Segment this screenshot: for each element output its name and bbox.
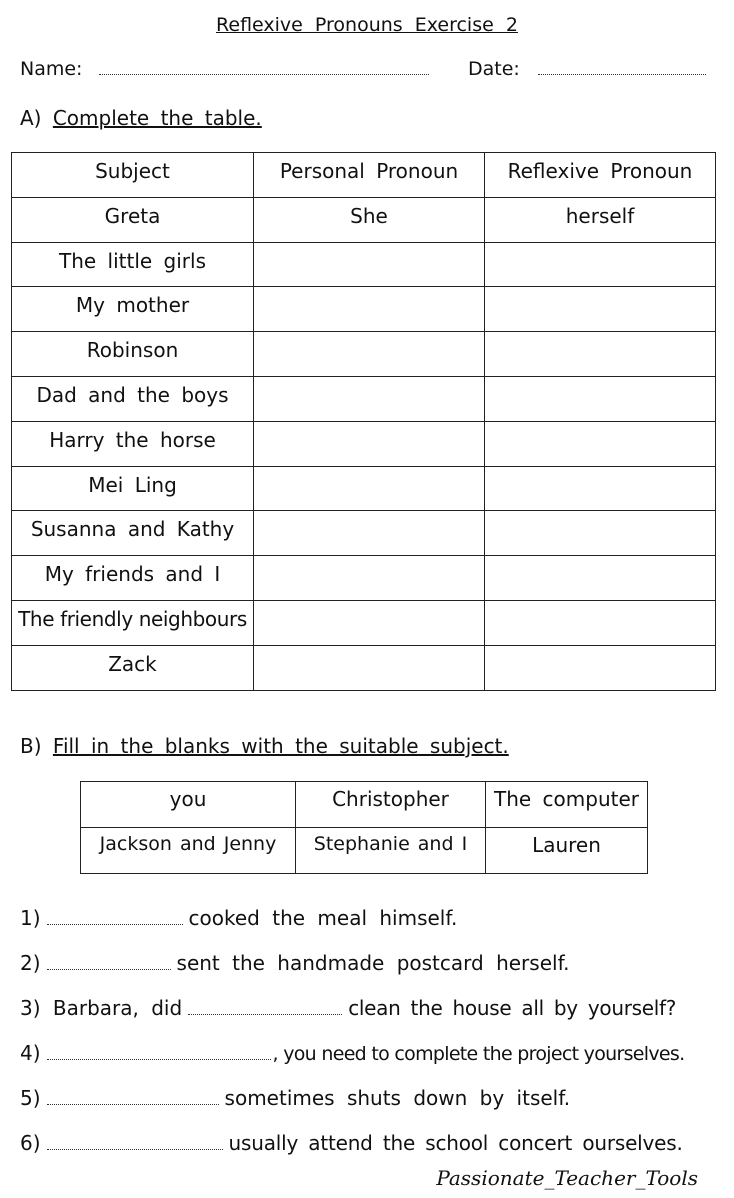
table-row	[12, 376, 716, 421]
date-label: Date:	[468, 58, 520, 80]
question-4	[20, 1041, 684, 1065]
reflexive-pronoun-cell[interactable]	[485, 421, 716, 466]
answer-blank[interactable]	[47, 1135, 223, 1150]
reflexive-pronoun-cell[interactable]	[485, 556, 716, 601]
personal-pronoun-cell[interactable]	[254, 556, 485, 601]
word-bank-cell: The computer	[486, 782, 648, 828]
answer-blank[interactable]	[47, 955, 171, 970]
word-bank-table	[80, 781, 648, 874]
header-personal-pronoun: Personal Pronoun	[254, 153, 485, 198]
subject-cell: The little girls	[12, 242, 254, 287]
example-personal: She	[254, 197, 485, 242]
table-row	[12, 600, 716, 645]
subject-cell: Robinson	[12, 332, 254, 377]
question-3	[20, 996, 676, 1020]
question-text: sent the handmade postcard herself.	[176, 951, 570, 975]
answer-blank[interactable]	[47, 1090, 219, 1105]
word-bank-row	[81, 782, 648, 828]
subject-cell: Zack	[12, 645, 254, 690]
reflexive-pronoun-cell[interactable]	[485, 600, 716, 645]
table-row	[12, 421, 716, 466]
personal-pronoun-cell[interactable]	[254, 600, 485, 645]
header-reflexive-pronoun: Reflexive Pronoun	[485, 153, 716, 198]
table-row	[12, 645, 716, 690]
example-reflexive: herself	[485, 197, 716, 242]
word-bank-cell: you	[81, 782, 296, 828]
word-bank-cell: Stephanie and I	[296, 828, 486, 874]
question-text: clean the house all by yourself?	[348, 996, 677, 1020]
subject-cell: Harry the horse	[12, 421, 254, 466]
personal-pronoun-cell[interactable]	[254, 466, 485, 511]
word-bank-cell: Lauren	[486, 828, 648, 874]
subject-cell: The friendly neighbours	[12, 600, 254, 645]
answer-blank[interactable]	[188, 1000, 342, 1015]
question-number: 3)	[20, 996, 41, 1020]
reflexive-pronoun-cell[interactable]	[485, 287, 716, 332]
date-blank[interactable]	[538, 60, 706, 75]
question-text: , you need to complete the project yourselves.	[272, 1043, 685, 1065]
word-bank-cell: Christopher	[296, 782, 486, 828]
table-row	[12, 556, 716, 601]
table-row	[12, 287, 716, 332]
question-1	[20, 906, 457, 930]
reflexive-pronoun-cell[interactable]	[485, 332, 716, 377]
table-row	[12, 511, 716, 556]
reflexive-pronoun-cell[interactable]	[485, 645, 716, 690]
subject-cell: Mei Ling	[12, 466, 254, 511]
reflexive-pronoun-cell[interactable]	[485, 376, 716, 421]
example-row	[12, 197, 716, 242]
section-b-heading	[20, 734, 509, 758]
reflexive-pronoun-cell[interactable]	[485, 242, 716, 287]
pronoun-table	[11, 152, 716, 691]
question-number: 4)	[20, 1041, 41, 1065]
question-text: cooked the meal himself.	[188, 906, 458, 930]
subject-cell: Dad and the boys	[12, 376, 254, 421]
personal-pronoun-cell[interactable]	[254, 332, 485, 377]
table-row	[12, 242, 716, 287]
question-number: 1)	[20, 906, 41, 930]
personal-pronoun-cell[interactable]	[254, 511, 485, 556]
question-5	[20, 1086, 570, 1110]
question-number: 2)	[20, 951, 41, 975]
header-subject: Subject	[12, 153, 254, 198]
personal-pronoun-cell[interactable]	[254, 376, 485, 421]
reflexive-pronoun-cell[interactable]	[485, 511, 716, 556]
footer-credit: Passionate_Teacher_Tools	[436, 1166, 698, 1190]
question-6	[20, 1131, 683, 1155]
name-blank[interactable]	[99, 60, 429, 75]
personal-pronoun-cell[interactable]	[254, 421, 485, 466]
question-2	[20, 951, 570, 975]
question-text: usually attend the school concert ourselves.	[228, 1131, 683, 1155]
question-text: sometimes shuts down by itself.	[224, 1086, 571, 1110]
question-number: 6)	[20, 1131, 41, 1155]
table-row	[12, 466, 716, 511]
answer-blank[interactable]	[47, 1045, 271, 1060]
name-label: Name:	[20, 58, 83, 80]
question-text-before: Barbara, did	[52, 996, 183, 1020]
worksheet-title: Reflexive Pronouns Exercise 2	[216, 14, 518, 36]
subject-cell: My mother	[12, 287, 254, 332]
date-row	[468, 58, 706, 80]
section-a-letter: A)	[20, 106, 42, 130]
section-b-instruction: Fill in the blanks with the suitable subject.	[52, 734, 509, 758]
word-bank-row	[81, 828, 648, 874]
question-number: 5)	[20, 1086, 41, 1110]
section-b-letter: B)	[20, 734, 42, 758]
subject-cell: Susanna and Kathy	[12, 511, 254, 556]
table-row	[12, 332, 716, 377]
section-a-instruction: Complete the table.	[52, 106, 262, 130]
section-a-heading	[20, 106, 262, 130]
table-header-row	[12, 153, 716, 198]
personal-pronoun-cell[interactable]	[254, 287, 485, 332]
subject-cell: My friends and I	[12, 556, 254, 601]
answer-blank[interactable]	[47, 910, 183, 925]
personal-pronoun-cell[interactable]	[254, 645, 485, 690]
personal-pronoun-cell[interactable]	[254, 242, 485, 287]
word-bank-cell: Jackson and Jenny	[81, 828, 296, 874]
reflexive-pronoun-cell[interactable]	[485, 466, 716, 511]
name-row	[20, 58, 429, 80]
example-subject: Greta	[12, 197, 254, 242]
